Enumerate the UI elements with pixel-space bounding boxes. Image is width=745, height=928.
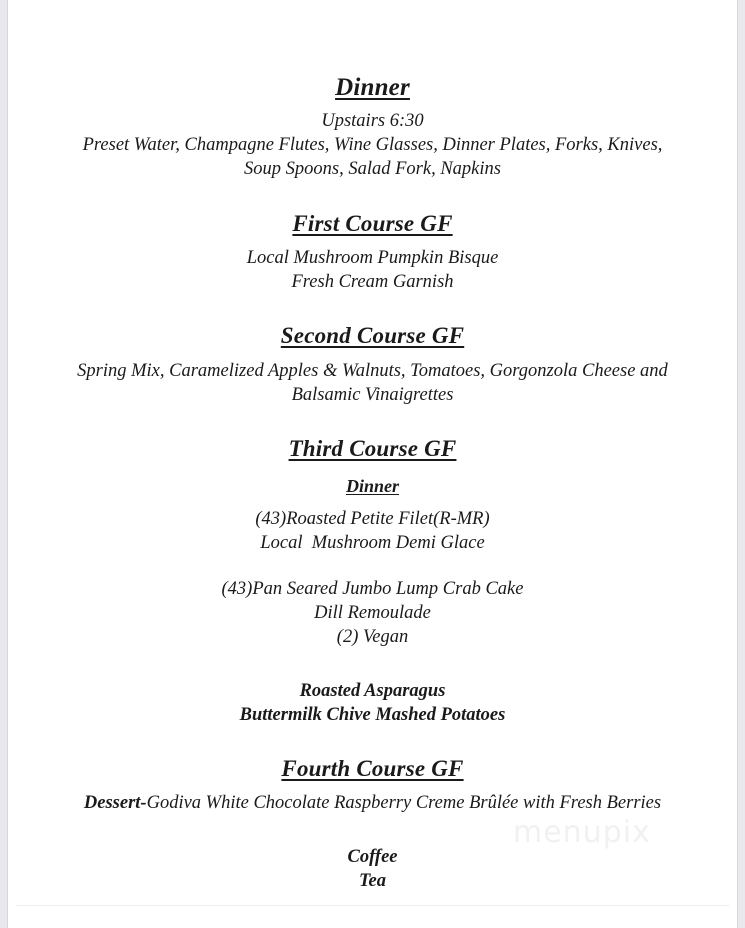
first-course-heading: First Course GF [292,211,453,236]
third-course-subheading: Dinner [345,476,399,497]
dessert-label: Dessert- [83,793,147,814]
third-course-entree-1-name: (43)Roasted Petite Filet(R-MR) [255,508,490,529]
page-bottom-divider [16,905,729,906]
menu-content [16,0,729,893]
menupix-watermark: menupix [513,815,651,850]
dessert-description: Godiva White Chocolate Raspberry Creme Brûlée with Fresh Berries [146,793,662,814]
third-course-side: Roasted Asparagus [299,680,446,701]
service-time: Upstairs 6:30 [321,111,424,131]
dessert-line [16,791,729,815]
second-course-heading: Second Course GF [280,323,465,349]
third-course-side: Buttermilk Chive Mashed Potatoes [239,704,506,725]
first-course-item: Local Mushroom Pumpkin Bisque [246,248,499,269]
second-course-item: Balsamic Vinaigrettes [291,384,454,405]
table-setting-line-1: Preset Water, Champagne Flutes, Wine Glasses, Dinner Plates, Forks, Knives, [82,135,663,155]
second-course-item: Spring Mix, Caramelized Apples & Walnuts, Tomatoes, Gorgonzola Cheese and [77,360,668,381]
page-title: Dinner [335,74,410,101]
table-setting-line-2: Soup Spoons, Salad Fork, Napkins [244,159,501,179]
first-course-item: Fresh Cream Garnish [291,272,454,293]
third-course-heading: Third Course GF [288,435,457,461]
third-course-vegan-count: (2) Vegan [336,626,409,647]
beverage-coffee: Coffee [347,847,398,868]
third-course-entree-2-sauce: Dill Remoulade [314,602,431,623]
third-course-entree-2-name: (43)Pan Seared Jumbo Lump Crab Cake [221,578,524,599]
beverage-tea: Tea [358,871,387,892]
fourth-course-heading: Fourth Course GF [281,755,464,781]
third-course-entree-1-sauce: Local Mushroom Demi Glace [260,532,485,553]
